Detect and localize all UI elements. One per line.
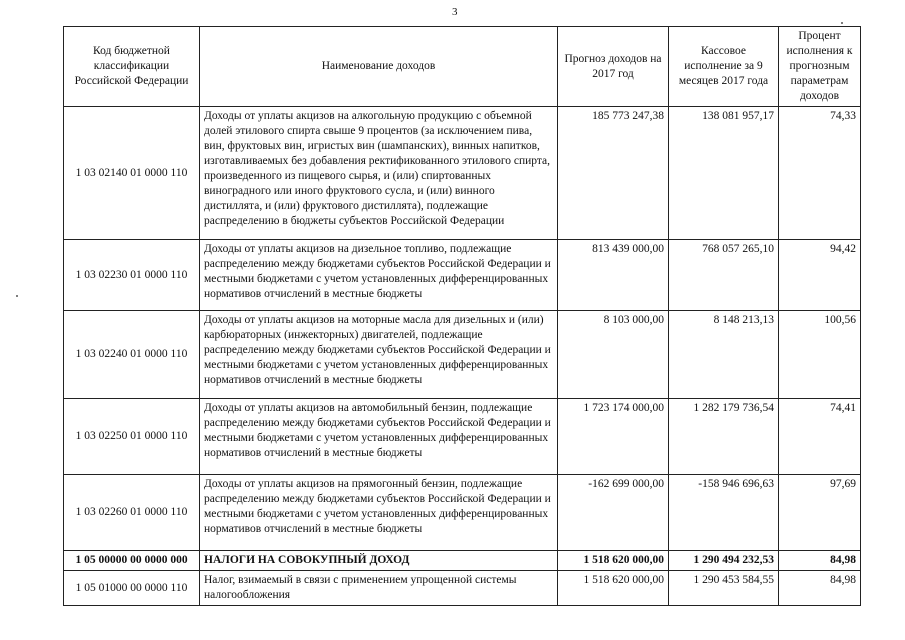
row-code: 1 05 01000 00 0000 110 (64, 571, 200, 606)
table-row-total (64, 551, 861, 571)
row-percent: 74,33 (779, 107, 861, 240)
row-forecast: -162 699 000,00 (558, 475, 669, 551)
row-forecast: 1 518 620 000,00 (558, 551, 669, 571)
row-code: 1 03 02140 01 0000 110 (64, 107, 200, 240)
row-name: Доходы от уплаты акцизов на дизельное топливо, подлежащие распределению между бюджетами субъектов Российской Федерации и местными бюджетами с учетом установленных дифференцированных нормативов отчислений в местные бюджеты (200, 240, 558, 311)
row-percent: 84,98 (779, 551, 861, 571)
row-execution: 768 057 265,10 (669, 240, 779, 311)
scan-speck (16, 295, 18, 297)
row-percent: 94,42 (779, 240, 861, 311)
revenue-table (63, 26, 861, 606)
row-name: Доходы от уплаты акцизов на моторные масла для дизельных и (или) карбюраторных (инжекторных) двигателей, подлежащие распределению между бюджетами субъектов Российской Федерации и местными бюджетами с учетом установленных дифференцированных нормативов отчислений в местные бюджеты (200, 311, 558, 399)
header-code: Код бюджетной классификации Российской Федерации (64, 27, 200, 107)
row-code: 1 05 00000 00 0000 000 (64, 551, 200, 571)
row-forecast: 1 723 174 000,00 (558, 399, 669, 475)
header-forecast: Прогноз доходов на 2017 год (558, 27, 669, 107)
row-execution: 138 081 957,17 (669, 107, 779, 240)
row-forecast: 813 439 000,00 (558, 240, 669, 311)
row-execution: 8 148 213,13 (669, 311, 779, 399)
scan-speck (841, 22, 843, 24)
table-row (64, 571, 861, 606)
row-name: Доходы от уплаты акцизов на прямогонный бензин, подлежащие распределению между бюджетами субъектов Российской Федерации и местными бюджетами с учетом установленных дифференцированных нормативов отчислений в местные бюджеты (200, 475, 558, 551)
row-forecast: 185 773 247,38 (558, 107, 669, 240)
row-percent: 74,41 (779, 399, 861, 475)
row-execution: 1 290 453 584,55 (669, 571, 779, 606)
table-row (64, 399, 861, 475)
table-row (64, 475, 861, 551)
header-percent: Процент исполнения к прогнозным параметрам доходов (779, 27, 861, 107)
table-row (64, 240, 861, 311)
row-execution: 1 290 494 232,53 (669, 551, 779, 571)
table-row (64, 311, 861, 399)
row-percent: 97,69 (779, 475, 861, 551)
row-execution: 1 282 179 736,54 (669, 399, 779, 475)
row-execution: -158 946 696,63 (669, 475, 779, 551)
row-forecast: 1 518 620 000,00 (558, 571, 669, 606)
row-forecast: 8 103 000,00 (558, 311, 669, 399)
row-percent: 100,56 (779, 311, 861, 399)
row-name: НАЛОГИ НА СОВОКУПНЫЙ ДОХОД (200, 551, 558, 571)
row-code: 1 03 02230 01 0000 110 (64, 240, 200, 311)
row-name: Налог, взимаемый в связи с применением упрощенной системы налогообложения (200, 571, 558, 606)
header-name: Наименование доходов (200, 27, 558, 107)
header-execution: Кассовое исполнение за 9 месяцев 2017 года (669, 27, 779, 107)
table-header-row (64, 27, 861, 107)
page-number: 3 (452, 6, 458, 18)
row-percent: 84,98 (779, 571, 861, 606)
row-name: Доходы от уплаты акцизов на алкогольную продукцию с объемной долей этилового спирта свыше 9 процентов (за исключением пива, вин, фруктовых вин, игристых вин (шампанских), винных напитков, изготавливаемых без добавления ректификованного этилового спирта, произведенного из пищевого сырья, и (или) спиртованных виноградного или иного фруктового сусла, и (или) винного дистиллята, и (или) фруктового дистиллята), подлежащие распределению в бюджеты субъектов Российской Федерации (200, 107, 558, 240)
row-code: 1 03 02240 01 0000 110 (64, 311, 200, 399)
row-name: Доходы от уплаты акцизов на автомобильный бензин, подлежащие распределению между бюджетами субъектов Российской Федерации и местными бюджетами с учетом установленных дифференцированных нормативов отчислений в местные бюджеты (200, 399, 558, 475)
table-row (64, 107, 861, 240)
row-code: 1 03 02260 01 0000 110 (64, 475, 200, 551)
row-code: 1 03 02250 01 0000 110 (64, 399, 200, 475)
